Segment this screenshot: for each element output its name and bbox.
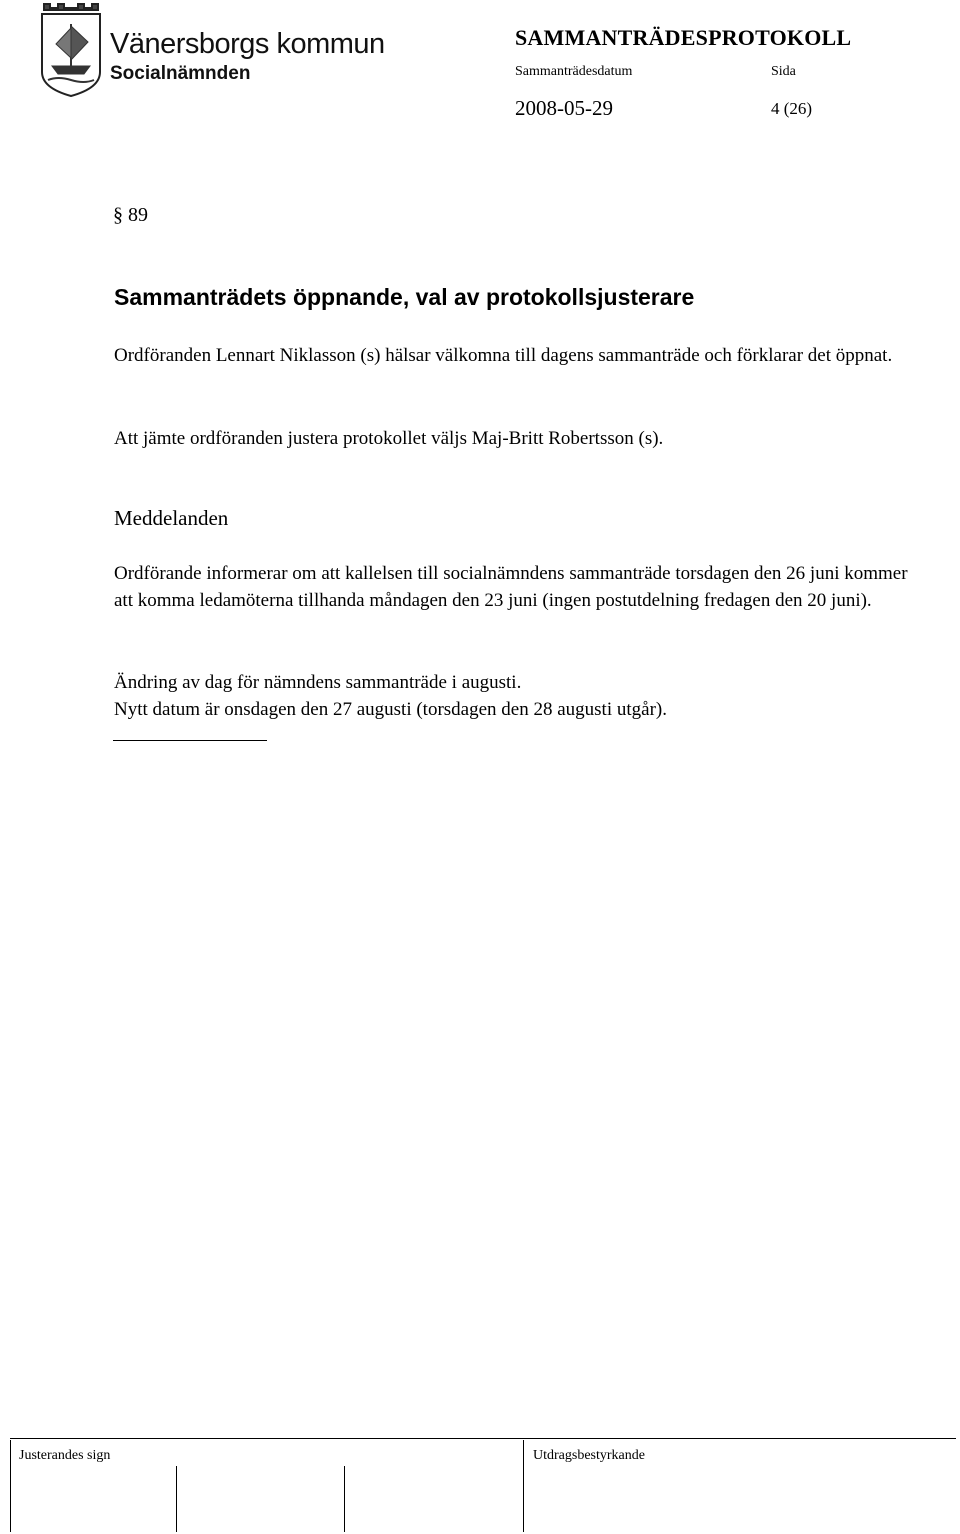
- section-number: § 89: [113, 204, 148, 226]
- section-end-divider: [113, 740, 267, 741]
- meeting-date-value: 2008-05-29: [515, 96, 613, 120]
- page-number: 4 (26): [771, 99, 813, 118]
- signature-box-divider: [176, 1466, 177, 1532]
- extract-verification-label: Utdragsbestyrkande: [533, 1448, 645, 1463]
- footer-rule: [10, 1438, 956, 1439]
- paragraph-date-change-1: Ändring av dag för nämndens sammanträde i augusti.: [114, 672, 522, 693]
- adjuster-signature-label: Justerandes sign: [19, 1448, 111, 1463]
- page-label: Sida: [771, 64, 796, 79]
- meeting-date-label: Sammanträdesdatum: [515, 64, 633, 79]
- document-title: SAMMANTRÄDESPROTOKOLL: [515, 25, 852, 50]
- organization-name: Vänersborgs kommun: [110, 28, 385, 60]
- section-heading: Sammanträdets öppnande, val av protokollsjusterare: [114, 284, 695, 310]
- ship-crest-icon: [38, 2, 104, 98]
- municipal-crest-logo: [38, 2, 104, 98]
- signature-box-divider: [523, 1440, 524, 1532]
- paragraph-date-change-2: Nytt datum är onsdagen den 27 augusti (torsdagen den 28 augusti utgår).: [114, 699, 667, 720]
- signature-box-divider: [10, 1440, 11, 1532]
- organization-department: Socialnämnden: [110, 63, 251, 84]
- paragraph-adjuster: Att jämte ordföranden justera protokollet väljs Maj-Britt Robertsson (s).: [114, 428, 664, 449]
- paragraph-opening: Ordföranden Lennart Niklasson (s) hälsar välkomna till dagens sammanträde och förklarar det öppnat.: [114, 345, 893, 366]
- signature-box-divider: [344, 1466, 345, 1532]
- announcements-heading: Meddelanden: [114, 506, 229, 530]
- paragraph-announcement: Ordförande informerar om att kallelsen till socialnämndens sammanträde torsdagen den 26 juni kommer att komma ledamöterna tillhanda måndagen den 23 juni (ingen postutdelning fredagen den 20 juni).: [114, 563, 908, 611]
